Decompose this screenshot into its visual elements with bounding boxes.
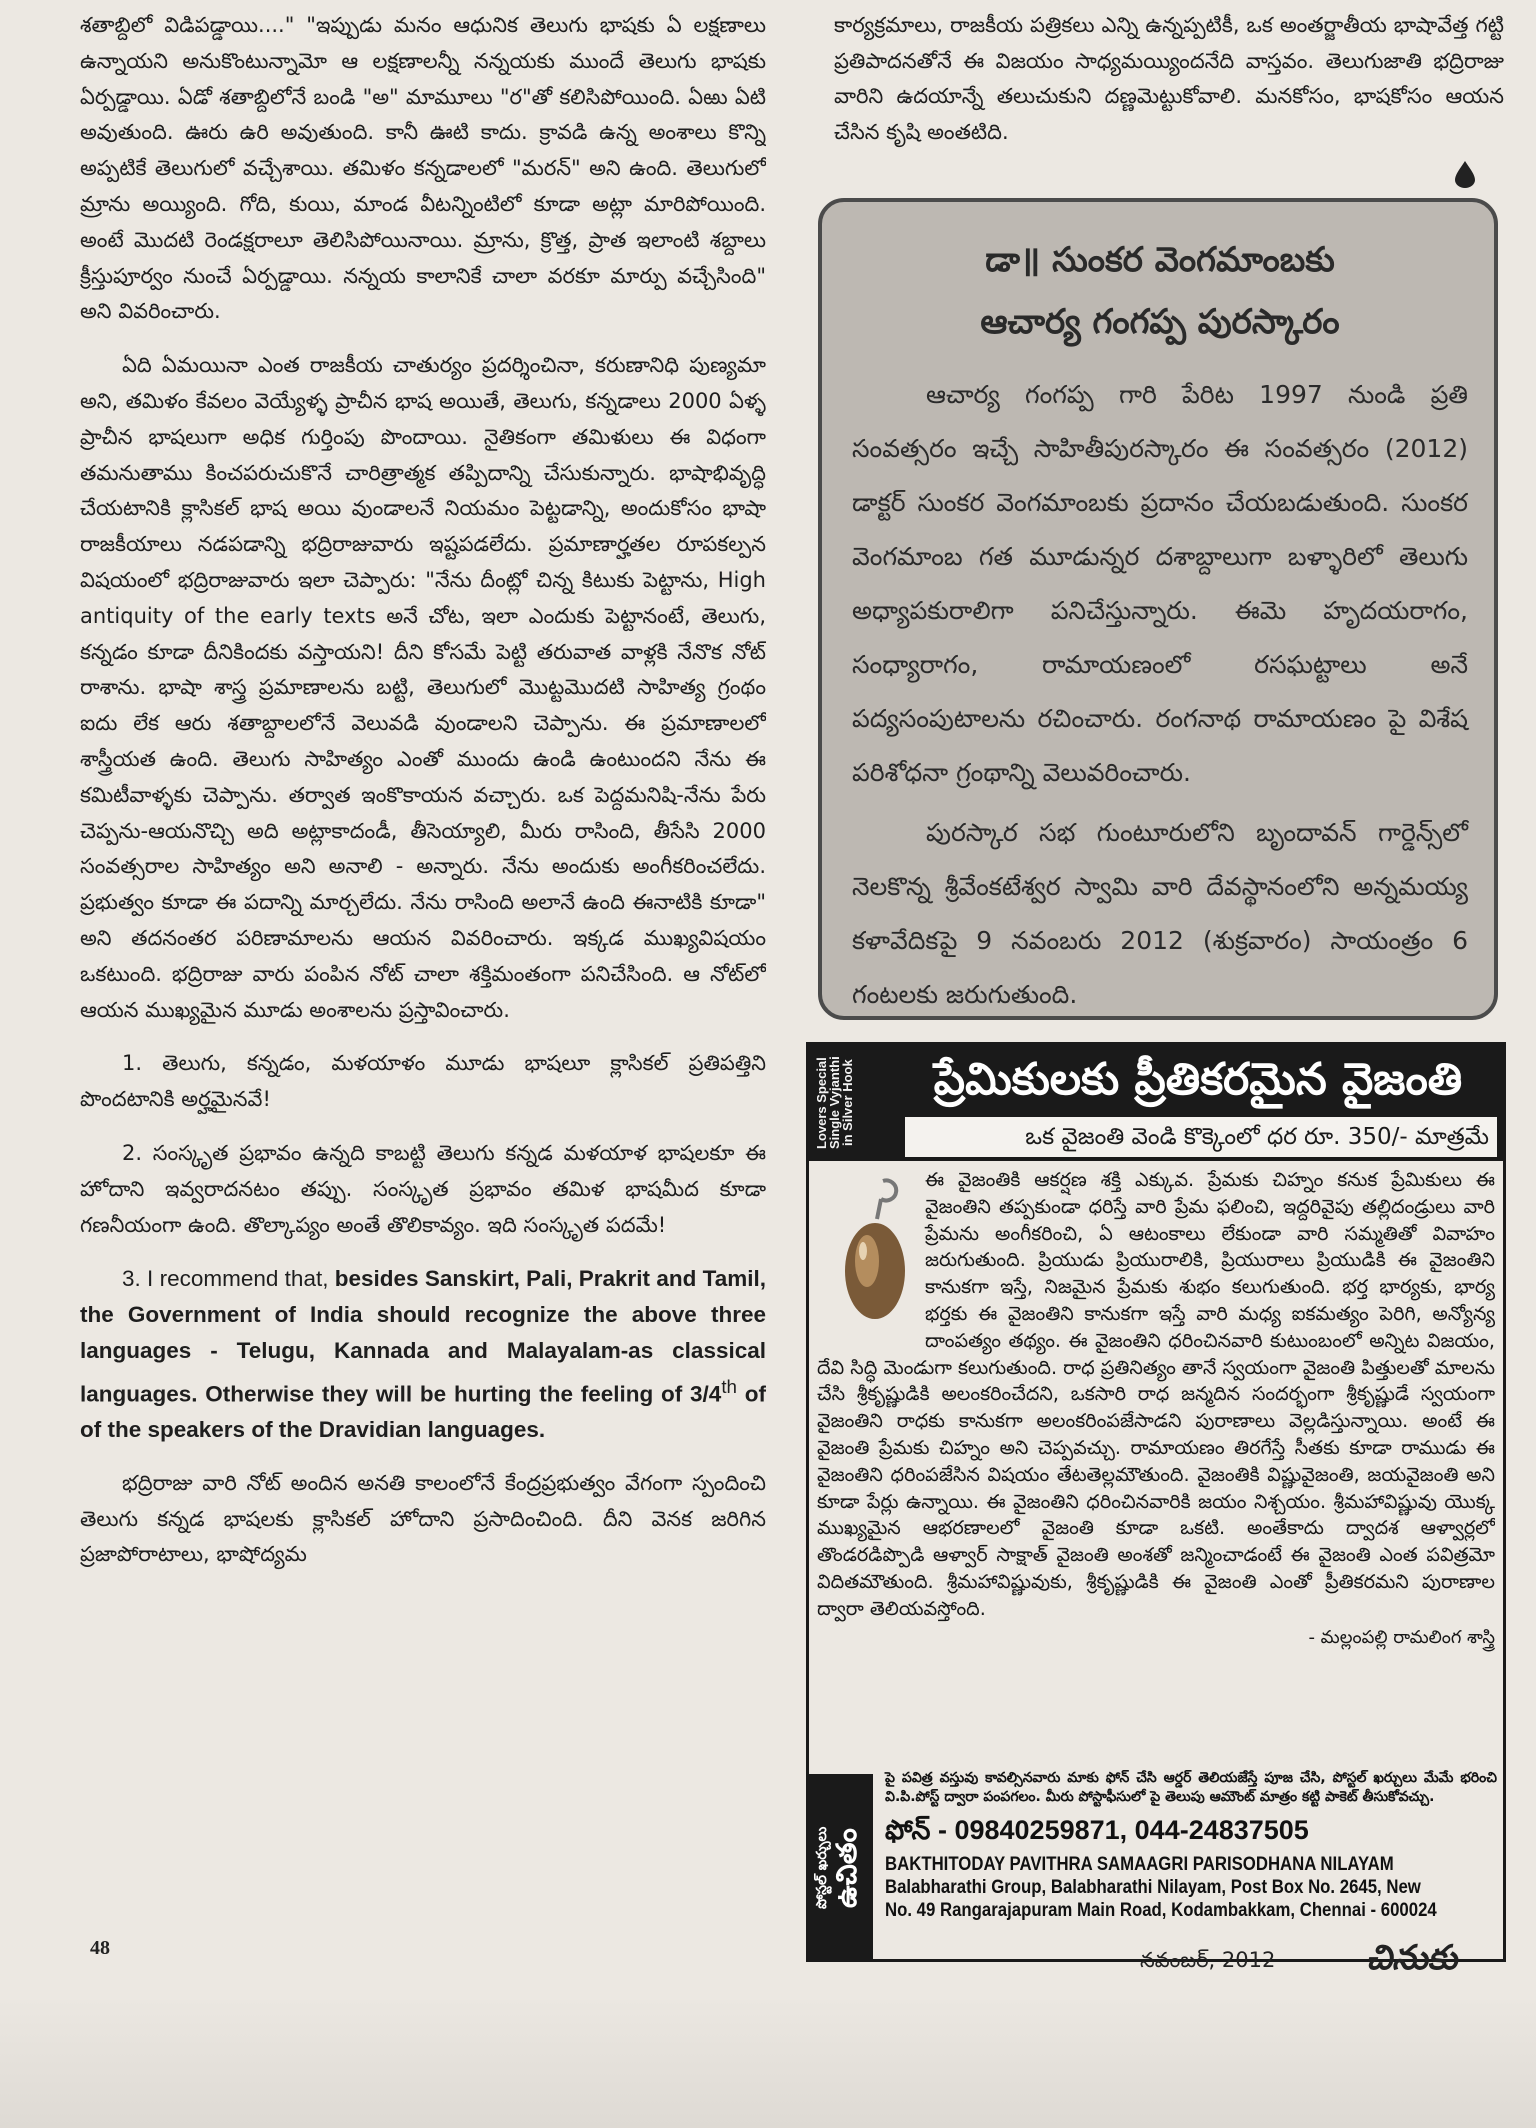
award-announcement-box: [818, 198, 1498, 1020]
award-heading: ఆచార్య గంగప్ప పురస్కారం: [980, 302, 1340, 342]
ad-side-label: Lovers Special Single Vyjanthi in Silver Hook: [815, 1051, 895, 1155]
recommendation-item: 1. తెలుగు, కన్నడం, మళయాళం మూడు భాషలూ క్లాసికల్ ప్రతిపత్తిని పొందటానికి అర్హమైనవే!: [80, 1051, 766, 1112]
page-bottom-margin: [0, 2000, 1536, 2128]
address-line: [885, 1853, 1497, 1876]
ad-phone-line: [885, 1815, 1497, 1853]
recommendation-quote-end: of of the speakers of the Dravidian languages.: [80, 1381, 766, 1442]
ad-body: [817, 1167, 1495, 1767]
ad-order-note: పై పవిత్ర వస్తువు కావల్సినవారు మాకు ఫోన్ చేసి ఆర్డర్ తెలియజేస్తే పూజ చేసి, పోస్టల్ ఖర్చులు మేమే భరించి వి.పి.పోస్ట్ ద్వారా పంపగలం. మీరు పోస్టాఫీసులో పై తెలుపు ఆమౌంట్ మాత్రం కట్టి పాకెట్ తీసుకోవచ్చు.: [885, 1770, 1497, 1805]
phone-numbers: - 09840259871, 044-24837505: [937, 1815, 1309, 1845]
article-paragraph: భద్రిరాజు వారి నోట్ అందిన అనతి కాలంలోనే కేంద్రప్రభుత్వం వేగంగా స్పందించి తెలుగు కన్నడ భాషలకు క్లాసికల్ హోదాని ప్రసాదించింది. దీని వెనక జరిగిన ప్రజాపోరాటాలు, భాషోద్యమ: [80, 1470, 766, 1567]
ad-signature: - మల్లంపల్లి రామలింగ శాస్త్రి: [1308, 1626, 1495, 1648]
recommendation-lead: 3. I recommend that,: [122, 1266, 329, 1292]
page-number: 48: [90, 1937, 110, 1959]
article-paragraph: ఏది ఏమయినా ఎంత రాజకీయ చాతుర్యం ప్రదర్శించినా, కరుణానిధి పుణ్యమా అని, తమిళం కేవలం వెయ్యేళ్ళ ప్రాచీన భాష అయితే, తెలుగు, కన్నడాలు 2000 ఏళ్ళ ప్రాచీన భాషలుగా అధిక గుర్తింపు పొందాయి. నైతికంగా తమిళులు ఈ విధంగా తమనుతాము కించపరుచుకొనే చారిత్రాత్మక తప్పిదాన్ని చేసుకున్నారు. భాషాభివృద్ధి చేయటానికి క్లాసికల్ భాష అయి వుండాలనే నియమం పెట్టడాన్ని, అందుకోసం భాషా రాజకీయాలు నడపడాన్ని భద్రిరాజువారు ఇష్టపడలేదు. ప్రమాణార్హతల రూపకల్పన విషయంలో భద్రిరాజువారు ఇలా చెప్పారు: "నేను దీంట్లో చిన్న కిటుకు పెట్టాను, High antiquity of the early texts అనే చోట, ఇలా ఎందుకు పెట్టానంటే, తెలుగు, కన్నడం కూడా దీనికిందకు వస్తాయని! దీని కోసమే పెట్టి తరువాత వాళ్లకి నేనొక నోట్ రాశాను. భాషా శాస్త్ర ప్రమాణాలను బట్టి, తెలుగులో మొట్టమొదటి సాహిత్య గ్రంథం ఐదు లేక ఆరు శతాబ్దాలలోనే వెలువడి వుండాలని చెప్పాను. ఈ ప్రమాణాలలో శాస్త్రీయత ఉంది. తెలుగు సాహిత్యం ఎంతో ముందు ఉండి ఉంటుందని నేను ఈ కమిటీవాళ్ళకు చెప్పాను. తర్వాత ఇంకొకాయన వచ్చారు. ఒక పెద్దమనిషి-నేను పేరు చెప్పను-ఆయనొచ్చి అది అట్లాకాదండీ, తీసెయ్యాలి, మీరు రాసింది, తీసేసి 2000 సంవత్సరాల సాహిత్యం అని అనాలి - అన్నారు. నేను అందుకు అంగీకరించలేదు. ప్రభుత్వం కూడా ఈ పదాన్ని మార్చలేదు. నేను రాసింది అలానే ఉంది ఈనాటికి కూడా" అని తదనంతర పరిణామాలను ఆయన వివరించారు. ఇక్కడ ముఖ్యవిషయం ఒకటుంది. భద్రిరాజు వారు పంపిన నోట్ చాలా శక్తిమంతంగా పనిచేసింది. ఆ నోట్‌లో ఆయన ముఖ్యమైన మూడు అంశాలను ప్రస్తావించారు.: [80, 353, 766, 1022]
ad-address: [885, 1853, 1497, 1922]
shipping-label-small: పోస్టల్ ఖర్చులు: [814, 1826, 830, 1910]
address-line-text: Balabharathi Group, Balabharathi Nilayam, Post Box No. 2645, New: [885, 1876, 1421, 1898]
article-left-column: [80, 8, 766, 1943]
recommendation-quote: besides Sanskirt, Pali, Prakrit and Tamil, the Government of India should recognize the above three languages - Telugu, Kannada and Malayalam-as classical languages. Otherwise they will be hurting the feeling of 3/4: [80, 1266, 766, 1407]
free-shipping-badge: [809, 1774, 873, 1962]
ad-header: [809, 1045, 1503, 1161]
issue-date: నవంబర్, 2012: [1140, 1948, 1276, 1972]
vyjanthi-advertisement: [806, 1042, 1506, 1962]
superscript: th: [721, 1375, 737, 1397]
ad-subtitle: ఒక వైజంతి వెండి కొక్కెంలో ధర రూ. 350/- మాత్రమే: [905, 1117, 1497, 1157]
phone-label: ఫోన్: [885, 1815, 931, 1846]
address-line-text: BAKTHITODAY PAVITHRA SAMAAGRI PARISODHANA NILAYAM: [885, 1853, 1394, 1875]
award-paragraph: పురస్కార సభ గుంటూరులోని బృందావన్ గార్డెన్స్‌లో నెలకొన్న శ్రీవేంకటేశ్వర స్వామి వారి దేవస్థానంలోని అన్నమయ్య కళావేదికపై 9 నవంబరు 2012 (శుక్రవారం) సాయంత్రం 6 గంటలకు జరుగుతుంది.: [852, 818, 1468, 1009]
article-paragraph: శతాబ్దిలో విడిపడ్డాయి...." "ఇప్పుడు మనం ఆధునిక తెలుగు భాషకు ఏ లక్షణాలు ఉన్నాయని అనుకొంటున్నామో ఆ లక్షణాలన్నీ నన్నయకు ముందే తెలుగు భాషకు ఏర్పడ్డాయి. ఏడో శతాబ్దిలోనే బండి "అ" మామూలు "ర"తో కలిసిపోయింది. ఏఱు ఏటి అవుతుంది. ఊరు ఉరి అవుతుంది. కానీ ఊటి కాదు. క్రావడి ఉన్న అంశాలు కొన్ని అప్పటికే తెలుగులో వచ్చేశాయి. తమిళం కన్నడాలలో "మరన్" అని ఉంది. తెలుగులో మ్రాను అయ్యింది. గోది, కుయి, మాండ వీటన్నింటిలో కూడా అట్లా మారిపోయింది. అంటే మొదటి రెండక్షరాలూ తెలిసిపోయినాయి. మ్రాను, క్రొత్త, ప్రాత ఇలాంటి శబ్దాలు క్రీస్తుపూర్వం నుంచే ఏర్పడ్డాయి. నన్నయ కాలానికే చాలా వరకూ మార్పు వచ్చేసింది" అని వివరించారు.: [80, 13, 766, 324]
shipping-label-big: ఉచితం: [830, 1828, 863, 1908]
award-paragraph: ఆచార్య గంగప్ప గారి పేరిట 1997 నుండి ప్రతి సంవత్సరం ఇచ్చే సాహితీపురస్కారం ఈ సంవత్సరం (2012) డాక్టర్ సుంకర వెంగమాంబకు ప్రదానం చేయబడుతుంది. సుంకర వెంగమాంబ గత మూడున్నర దశాబ్దాలుగా బళ్ళారిలో తెలుగు అధ్యాపకురాలిగా పనిచేస్తున్నారు. ఈమె హృదయరాగం, సంధ్యారాగం, రామాయణంలో రసఘట్టాలు అనే పద్యసంపుటాలను రచించారు. రంగనాథ రామాయణం పై విశేష పరిశోధనా గ్రంథాన్ని వెలువరించారు.: [852, 380, 1468, 787]
ad-body-text: ఈ వైజంతికి ఆకర్షణ శక్తి ఎక్కువ. ప్రేమకు చిహ్నం కనుక ప్రేమికులు ఈ వైజంతిని తప్పకుండా ధరిస్తే వారి ప్రేమ ఫలించి, ఇద్దరివైపు తల్లిదండ్రులు వారి ప్రేమను అంగీకరించి, ఏ ఆటంకాలు లేకుండా వారి సమ్మతితో వివాహం జరుగుతుంది. ప్రియుడు ప్రియురాలికి, ప్రియురాలు ప్రియుడికి ఈ వైజంతిని కానుకగా ఇస్తే, నిజమైన ప్రేమకు శుభం కలుగుతుంది. భర్త భార్యకు, భార్య భర్తకు ఈ వైజంతిని కానుకగా ఇస్తే వారి మధ్య ఐకమత్యం పెరిగి, అన్యోన్య దాంపత్యం తథ్యం. ఈ వైజంతిని ధరించినవారి కుటుంబంలో అన్నిట విజయం, దేవి సిద్ధి మెండుగా కలుగుతుంది. రాధ ప్రతినిత్యం తానే స్వయంగా వైజంతి పిత్తులతో మాలను చేసి శ్రీకృష్ణుడికి అలంకరించేదని, ఒకసారి రాధ జన్మదిన సందర్భంగా శ్రీకృష్ణుడే స్వయంగా వైజంతిని రాధకు కానుకగా అలంకరింపజేసాడని పురాణాలు వెల్లడిస్తున్నాయి. అంటే ఈ వైజంతి ప్రేమకు చిహ్నం అని చెప్పవచ్చు. రామాయణం తిరగేస్తే సీతకు కూడా రాముడు ఈ వైజంతిని ధరింపజేసిన విషయం తేటతెల్లమౌతుంది. వైజంతికి విష్ణువైజంతి, జయవైజంతి అని కూడా పేర్లు ఉన్నాయి. ఈ వైజంతిని ధరించినవారికి జయం నిశ్చయం. శ్రీమహావిష్ణువు యొక్క ముఖ్యమైన ఆభరణాలలో వైజంతి కూడా ఒకటి. అంతేకాదు ద్వాదశ ఆళ్వార్లలో తొండరడిప్పొడి ఆళ్వార్ సాక్షాత్ వైజంతి అంశతో జన్మించాడంటే ఈ వైజంతి ఎంత పవిత్రమో విదితమౌతుంది. శ్రీమహావిష్ణువుకు, శ్రీకృష్ణుడికి ఈ వైజంతి ఎంతో ప్రీతికరమని పురాణాల ద్వారా తెలియవస్తోంది.: [817, 1168, 1495, 1620]
drop-icon: [1452, 160, 1478, 188]
address-line-text: No. 49 Rangarajapuram Main Road, Kodambakkam, Chennai - 600024: [885, 1899, 1437, 1921]
address-line: [885, 1876, 1497, 1899]
ad-title: ప్రేమికులకు ప్రీతికరమైన వైజంతి: [933, 1054, 1463, 1105]
recommendation-item-english: [80, 1261, 766, 1447]
magazine-logo: చినుకు: [1366, 1938, 1458, 1978]
article-paragraph: కార్యక్రమాలు, రాజకీయ పత్రికలు ఎన్ని ఉన్నప్పటికీ, ఒక అంతర్జాతీయ భాషావేత్త గట్టి ప్రతిపాదనతోనే ఈ విజయం సాధ్యమయ్యిందనేది వాస్తవం. తెలుగుజాతి భద్రిరాజు వారిని ఉదయాన్నే తలుచుకుని దణ్ణమెట్టుకోవాలి. మనకోసం, భాషకోసం ఆయన చేసిన కృషి అంతటిది.: [834, 13, 1504, 144]
address-line: [885, 1899, 1497, 1922]
award-heading: డా॥ సుంకర వెంగమాంబకు: [985, 240, 1335, 280]
recommendation-item: 2. సంస్కృత ప్రభావం ఉన్నది కాబట్టి తెలుగు కన్నడ మళయాళ భాషలకూ ఈ హోదాని ఇవ్వరాదనటం తప్పు. సంస్కృత ప్రభావం తమిళ భాషమీద కూడా గణనీయంగా ఉంది. తొల్కాప్యం అంతే తొలికావ్యం. ఇది సంస్కృత పదమే!: [80, 1140, 766, 1237]
image-float-spacer: [817, 1167, 925, 1345]
article-right-column: [834, 8, 1504, 176]
